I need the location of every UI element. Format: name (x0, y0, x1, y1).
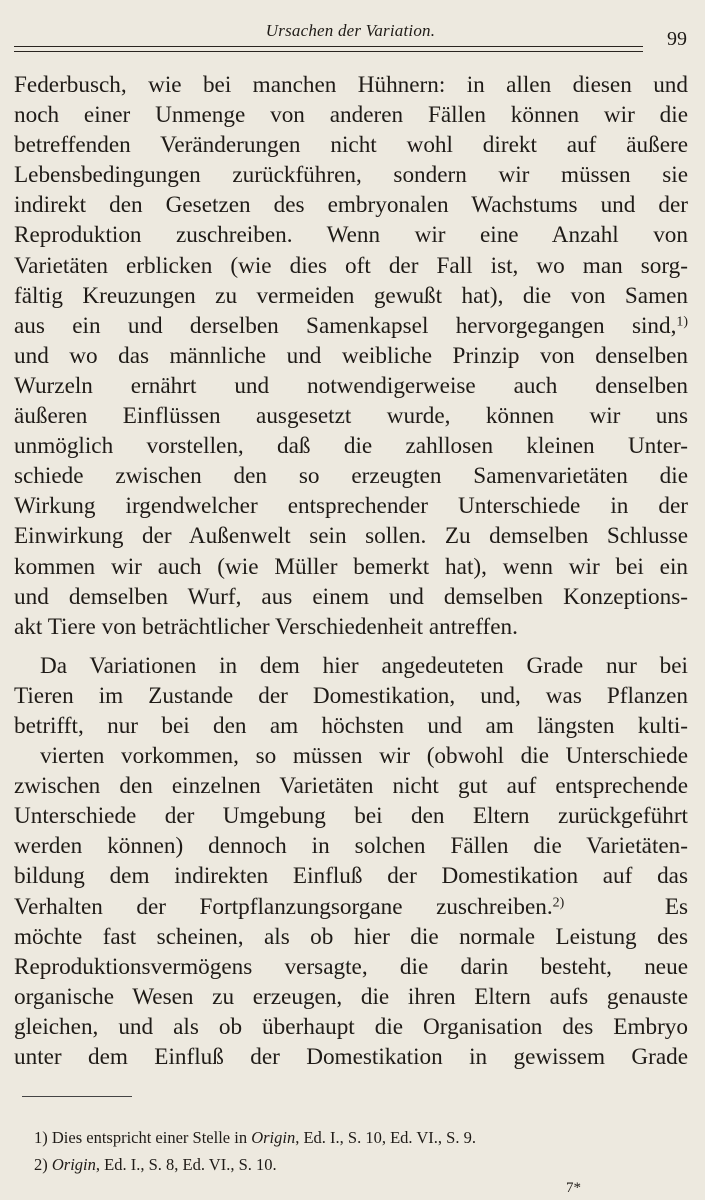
footnote-text: Dies entspricht einer Stelle in (51, 1128, 252, 1147)
body-text (14, 70, 688, 1072)
paragraph-1 (14, 70, 688, 642)
text-line: Tieren im Zustande der Domestikation, und, was Pflanzen (14, 682, 688, 709)
signature-mark: 7* (566, 1180, 581, 1196)
footnote-2 (34, 1151, 674, 1178)
text-line: äußeren Einflüssen ausgesetzt wurde, können wir uns (14, 403, 688, 430)
text-line: betreffenden Veränderungen nicht wohl direkt auf äußere (14, 132, 688, 159)
page-header (14, 18, 687, 58)
footnote-rule (22, 1096, 132, 1097)
text-line: Federbusch, wie bei manchen Hühnern: in allen diesen und (14, 72, 688, 98)
text-line: betrifft, nur bei den am höchsten und am längsten kulti- (14, 712, 688, 739)
paragraph-2 (14, 651, 688, 1072)
footnote-italic: Origin (251, 1128, 296, 1147)
text-line: Lebensbedingungen zurückführen, sondern wir müssen sie (14, 162, 688, 189)
text-line: und wo das männliche und weibliche Prinzip von denselben (14, 342, 688, 369)
running-head: Ursachen der Variation. (265, 21, 436, 40)
line-tail: Es (664, 893, 688, 920)
text-line: Da Variationen in dem hier angedeuteten Grade nur bei (40, 652, 688, 679)
text-line: werden können) dennoch in solchen Fällen die Varietäten- (14, 833, 688, 860)
footnote-italic: Origin (51, 1155, 96, 1174)
text-line (14, 892, 688, 922)
text-line: fältig Kreuzungen zu vermeiden gewußt hat), die von Samen (14, 282, 688, 309)
text-line: schiede zwischen den so erzeugten Samenvarietäten die (14, 463, 688, 490)
text-line: Einwirkung der Außenwelt sein sollen. Zu demselben Schlusse (14, 523, 688, 550)
text-line: organische Wesen zu erzeugen, die ihren Eltern aufs genauste (14, 983, 688, 1010)
text-line: akt Tiere von beträchtlicher Verschiedenheit antreffen. (14, 613, 518, 640)
text-line: bildung dem indirekten Einfluß der Domestikation auf das (14, 863, 688, 890)
text-line: Reproduktion zuschreiben. Wenn wir eine Anzahl von (14, 222, 688, 249)
text-line: Reproduktionsvermögens versagte, die darin besteht, neue (14, 953, 688, 980)
text-line: und demselben Wurf, aus einem und demselben Konzeptions- (14, 583, 688, 610)
footnote-1 (34, 1124, 674, 1151)
header-rule-top (14, 46, 643, 47)
line-text: Verhalten der Fortpflanzungsorgane zuschreiben. (14, 893, 553, 920)
text-line (14, 311, 688, 341)
footnote-marker: 2) (34, 1155, 48, 1174)
footnote-text: , Ed. I., S. 8, Ed. VI., S. 10. (95, 1155, 277, 1174)
text-line: unter dem Einfluß der Domestikation in gewissem Grade (14, 1044, 688, 1070)
footnotes (34, 1124, 674, 1178)
text-line: Wurzeln ernährt und notwendigerweise auch denselben (14, 372, 688, 399)
text-line: vierten vorkommen, so müssen wir (obwohl die Unterschiede (40, 743, 688, 770)
text-line: zwischen den einzelnen Varietäten nicht gut auf entsprechende (14, 773, 688, 800)
line-text: aus ein und derselben Samenkapsel hervorgegangen sind, (14, 312, 677, 339)
page-number: 99 (667, 28, 687, 50)
footnote-text: , Ed. I., S. 10, Ed. VI., S. 9. (295, 1128, 476, 1147)
text-line: Wirkung irgendwelcher entsprechender Unterschiede in der (14, 493, 688, 520)
footnote-marker: 1) (34, 1128, 48, 1147)
text-line: noch einer Unmenge von anderen Fällen können wir die (14, 102, 688, 129)
text-line: gleichen, und als ob überhaupt die Organisation des Embryo (14, 1013, 688, 1040)
text-line: möchte fast scheinen, als ob hier die normale Leistung des (14, 923, 688, 950)
text-line: unmöglich vorstellen, daß die zahllosen kleinen Unter- (14, 433, 688, 460)
text-line: Varietäten erblicken (wie dies oft der Fall ist, wo man sorg- (14, 252, 688, 279)
text-line: kommen wir auch (wie Müller bemerkt hat), wenn wir bei ein (14, 553, 688, 580)
footnote-ref-2: 2) (552, 894, 565, 910)
header-rule-bottom (14, 51, 643, 52)
footnote-ref-1: 1) (676, 314, 688, 330)
text-line: indirekt den Gesetzen des embryonalen Wachstums und der (14, 192, 688, 219)
text-line: Unterschiede der Umgebung bei den Eltern zurückgeführt (14, 803, 688, 830)
